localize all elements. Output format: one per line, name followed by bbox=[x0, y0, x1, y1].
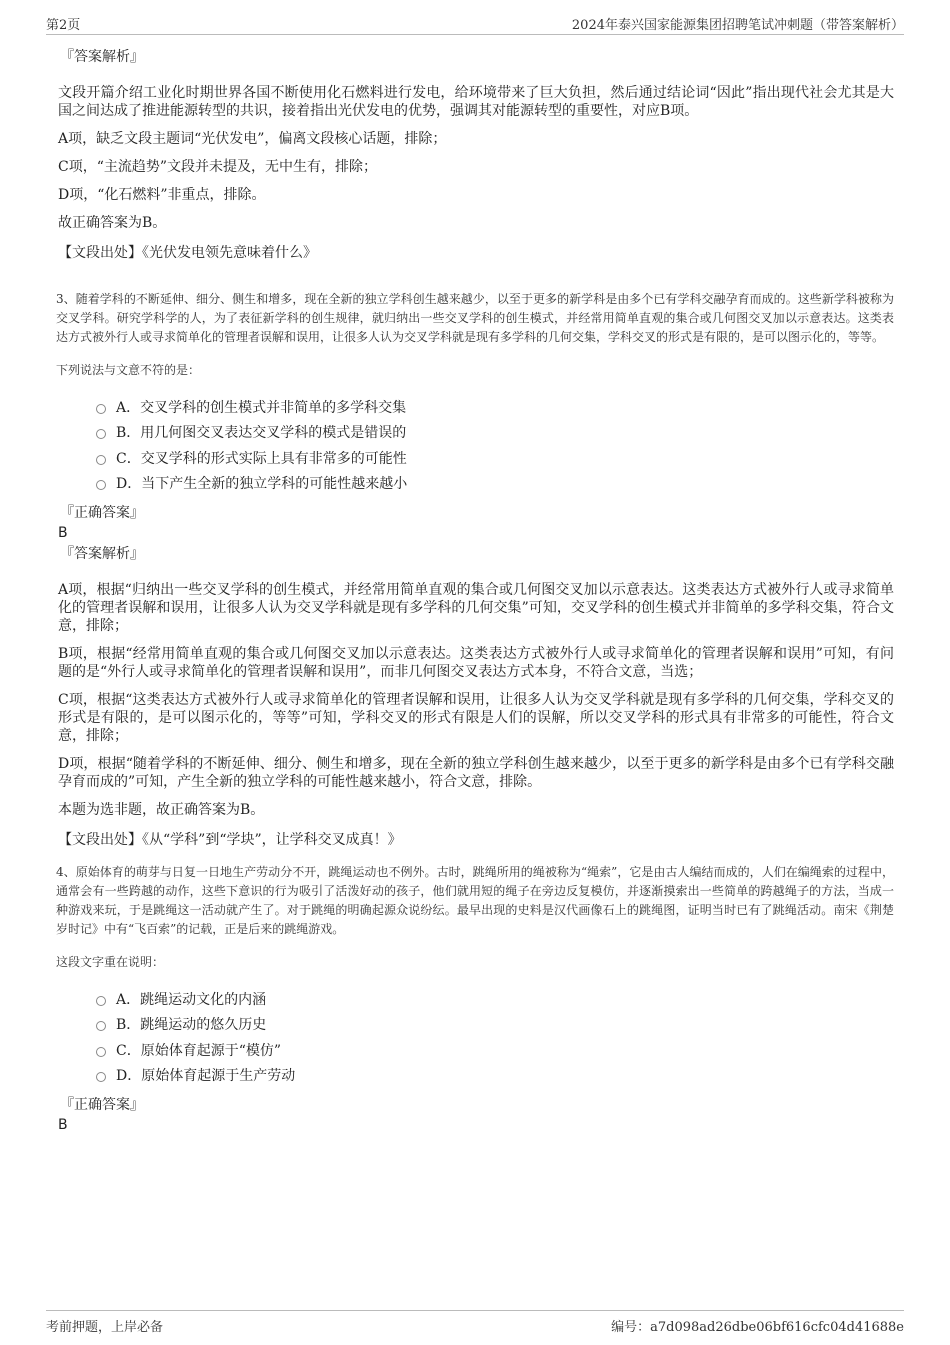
page-footer bbox=[46, 1310, 904, 1339]
radio-icon[interactable] bbox=[96, 404, 106, 414]
option-label: B．用几何图交叉表达交叉学科的模式是错误的 bbox=[116, 425, 407, 442]
radio-icon[interactable] bbox=[96, 996, 106, 1006]
question-3-options bbox=[96, 394, 894, 496]
correct-answer-value: B bbox=[58, 525, 68, 541]
option-label: A．跳绳运动文化的内涵 bbox=[116, 991, 267, 1008]
radio-icon[interactable] bbox=[96, 1021, 106, 1031]
analysis-paragraph: D项，根据“随着学科的不断延伸、细分、侧生和增多，现在全新的独立学科创生越来越少，以至于更多的新学科是由多个已有学科交融孕育而成的”可知，产生全新的独立学科的可能性越来越小，符合文意，排除。 bbox=[58, 756, 894, 790]
correct-answer-label: 『正确答案』 bbox=[60, 1097, 144, 1113]
document-title: 2024年泰兴国家能源集团招聘笔试冲刺题（带答案解析） bbox=[571, 18, 904, 33]
analysis-label: 『答案解析』 bbox=[60, 49, 144, 65]
option-a[interactable] bbox=[96, 986, 894, 1012]
question-3-passage: 3、随着学科的不断延伸、细分、侧生和增多，现在全新的独立学科创生越来越少，以至于更多的新学科是由多个已有学科交融孕育而成的。这些新学科被称为交叉学科。研究学科学的人，为了表征新学科的创生规律，就归纳出一些交叉学科的创生模式，并经常用简单直观的集合或几何图交叉加以示意表达。这类表达方式被外行人或寻求简单化的管理者误解和误用，让很多人认为交叉学科就是现有多学科的几何交集，学科交叉的形式是有限的，是可以图示化的，等等。 bbox=[56, 292, 894, 344]
radio-icon[interactable] bbox=[96, 1072, 106, 1082]
analysis-paragraph: 本题为选非题，故正确答案为B。 bbox=[58, 802, 265, 818]
radio-icon[interactable] bbox=[96, 455, 106, 465]
question-4-passage: 4、原始体育的萌芽与日复一日地生产劳动分不开，跳绳运动也不例外。古时，跳绳所用的绳被称为“绳索”，它是由古人编结而成的，人们在编绳索的过程中，通常会有一些跨越的动作，这些下意识的行为吸引了活泼好动的孩子，他们就用短的绳子在旁边反复模仿，并逐渐摸索出一些简单的跨越绳子的方法，当成一种游戏来玩，于是跳绳这一活动就产生了。对于跳绳的明确起源众说纷纭。最早出现的史料是汉代画像石上的跳绳图，证明当时已有了跳绳活动。南宋《荆楚岁时记》中有“飞百索”的记载，正是后来的跳绳游戏。 bbox=[56, 865, 894, 936]
radio-icon[interactable] bbox=[96, 1047, 106, 1057]
option-label: C．原始体育起源于“模仿” bbox=[116, 1042, 282, 1059]
analysis-paragraph: C项，根据“这类表达方式被外行人或寻求简单化的管理者误解和误用，让很多人认为交叉学科就是现有多学科的几何交集，学科交叉的形式是有限的，是可以图示化的，等等”可知，学科交叉的形式有限是人们的误解，所以交叉学科的形式具有非常多的可能性，符合文意，排除； bbox=[58, 692, 894, 744]
option-d[interactable] bbox=[96, 471, 894, 497]
analysis-paragraph: C项，“主流趋势”文段并未提及，无中生有，排除； bbox=[58, 159, 378, 175]
analysis-paragraph: 文段开篇介绍工业化时期世界各国不断使用化石燃料进行发电，给环境带来了巨大负担，然后通过结论词“因此”指出现代社会尤其是大国之间达成了推进能源转型的共识，接着指出光伏发电的优势，强调其对能源转型的重要性，对应B项。 bbox=[58, 85, 894, 119]
option-c[interactable] bbox=[96, 445, 894, 471]
option-label: A．交叉学科的创生模式并非简单的多学科交集 bbox=[116, 399, 407, 416]
document-id: 编号：a7d098ad26dbe06bf616cfc04d41688e bbox=[611, 1320, 904, 1335]
option-c[interactable] bbox=[96, 1037, 894, 1063]
question-4-options bbox=[96, 986, 894, 1088]
option-d[interactable] bbox=[96, 1063, 894, 1089]
option-label: B．跳绳运动的悠久历史 bbox=[116, 1017, 267, 1034]
analysis-paragraph: A项，缺乏文段主题词“光伏发电”，偏离文段核心话题，排除； bbox=[58, 131, 447, 147]
option-b[interactable] bbox=[96, 420, 894, 446]
document-body bbox=[56, 46, 894, 1135]
option-label: D．当下产生全新的独立学科的可能性越来越小 bbox=[116, 476, 408, 493]
option-a[interactable] bbox=[96, 394, 894, 420]
option-b[interactable] bbox=[96, 1012, 894, 1038]
correct-answer-value: B bbox=[58, 1117, 68, 1133]
page-header bbox=[46, 14, 904, 35]
footer-slogan: 考前押题，上岸必备 bbox=[46, 1320, 164, 1335]
option-label: C．交叉学科的形式实际上具有非常多的可能性 bbox=[116, 450, 407, 467]
analysis-paragraph: A项，根据“归纳出一些交叉学科的创生模式，并经常用简单直观的集合或几何图交叉加以示意表达。这类表达方式被外行人或寻求简单化的管理者误解和误用，让很多人认为交叉学科就是现有多学科的几何交集”可知，交叉学科的创生模式并非简单的多学科交集，符合文意，排除； bbox=[58, 582, 894, 634]
radio-icon[interactable] bbox=[96, 429, 106, 439]
source-citation: 【文段出处】《光伏发电领先意味着什么》 bbox=[58, 245, 317, 261]
correct-answer-label: 『正确答案』 bbox=[60, 505, 144, 521]
analysis-paragraph: D项，“化石燃料”非重点，排除。 bbox=[58, 187, 266, 203]
analysis-paragraph: 故正确答案为B。 bbox=[58, 215, 167, 231]
question-4-prompt: 这段文字重在说明： bbox=[56, 955, 165, 969]
analysis-label: 『答案解析』 bbox=[60, 546, 144, 562]
analysis-paragraph: B项，根据“经常用简单直观的集合或几何图交叉加以示意表达。这类表达方式被外行人或寻求简单化的管理者误解和误用”可知，有问题的是“外行人或寻求简单化的管理者误解和误用”，而非几何图交叉表达方式本身，不符合文意，当选； bbox=[58, 646, 894, 680]
option-label: D．原始体育起源于生产劳动 bbox=[116, 1068, 296, 1085]
page-number: 第2页 bbox=[46, 18, 81, 33]
radio-icon[interactable] bbox=[96, 480, 106, 490]
question-3-prompt: 下列说法与文意不符的是： bbox=[56, 363, 201, 377]
source-citation: 【文段出处】《从“学科”到“学块”，让学科交叉成真！》 bbox=[58, 832, 402, 848]
